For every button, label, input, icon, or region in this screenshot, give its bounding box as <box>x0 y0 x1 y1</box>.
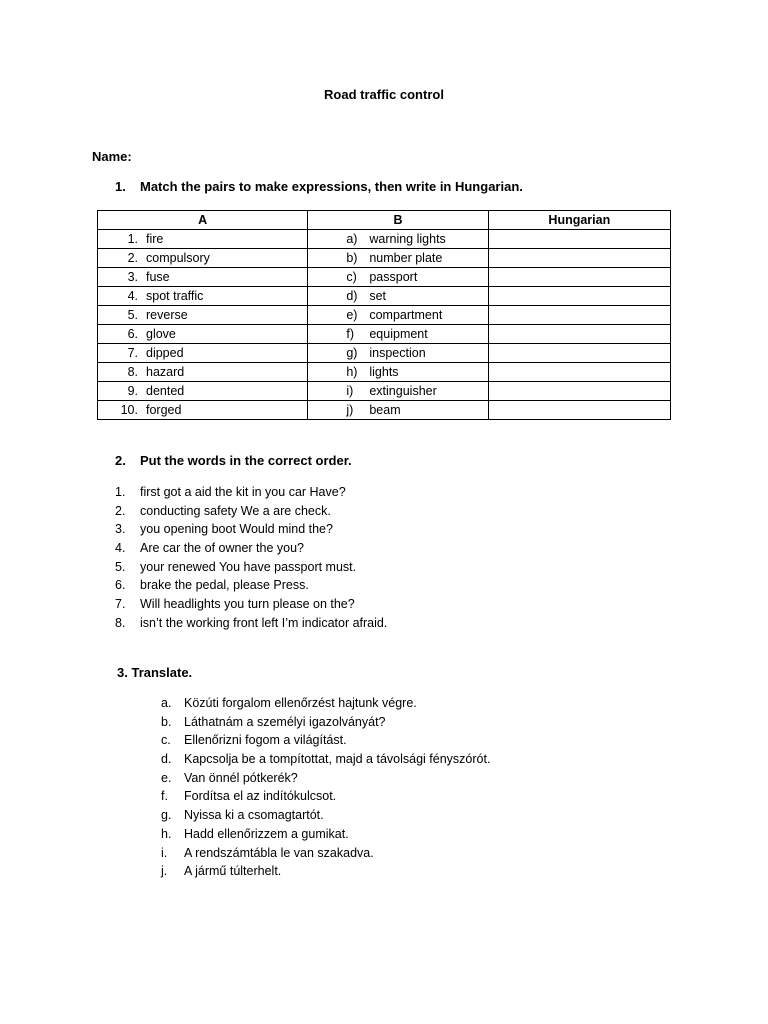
order-item <box>115 539 387 558</box>
cell-a <box>98 287 308 306</box>
cell-a <box>98 249 308 268</box>
translate-item-number: e. <box>161 770 172 785</box>
cell-b <box>308 401 488 420</box>
section-2-heading <box>115 453 352 468</box>
section-3-number: 3. <box>117 665 128 680</box>
table-row <box>98 249 671 268</box>
translate-item-number: b. <box>161 714 172 729</box>
table-row <box>98 268 671 287</box>
order-item-text: Will headlights you turn please on the? <box>140 597 355 612</box>
cell-b <box>308 363 488 382</box>
item-b-text: passport <box>369 269 418 284</box>
order-item-number: 3. <box>115 522 126 537</box>
cell-a <box>98 363 308 382</box>
item-b-text: lights <box>369 364 399 379</box>
order-item-number: 6. <box>115 578 126 593</box>
translate-item-text: Ellenőrizni fogom a világítást. <box>184 733 347 748</box>
order-item-number: 7. <box>115 597 126 612</box>
cell-hungarian[interactable] <box>488 382 670 401</box>
cell-hungarian[interactable] <box>488 249 670 268</box>
item-a-number: 9. <box>127 383 138 398</box>
table-row <box>98 230 671 249</box>
translate-item <box>161 750 490 769</box>
item-b-letter: h) <box>346 364 358 379</box>
cell-a <box>98 306 308 325</box>
order-item <box>115 558 387 577</box>
item-a-text: hazard <box>146 364 185 379</box>
item-a-text: dipped <box>146 345 184 360</box>
item-a-text: spot traffic <box>146 288 204 303</box>
order-item-number: 4. <box>115 541 126 556</box>
translate-item-text: Fordítsa el az indítókulcsot. <box>184 789 337 804</box>
order-item-text: Are car the of owner the you? <box>140 541 304 556</box>
translate-item <box>161 806 490 825</box>
translate-item-text: Van önnél pótkerék? <box>184 770 298 785</box>
table-row <box>98 344 671 363</box>
order-item-text: conducting safety We a are check. <box>140 503 331 518</box>
item-a-text: forged <box>146 402 182 417</box>
translate-item-text: Kapcsolja be a tompítottat, majd a távolsági fényszórót. <box>184 752 491 767</box>
cell-hungarian[interactable] <box>488 363 670 382</box>
table-row <box>98 287 671 306</box>
translate-item-text: A jármű túlterhelt. <box>184 864 282 879</box>
order-item <box>115 502 387 521</box>
item-b-text: warning lights <box>369 231 446 246</box>
order-item-number: 1. <box>115 485 126 499</box>
item-a-text: compulsory <box>146 250 210 265</box>
section-1-number: 1. <box>115 179 126 194</box>
translate-item <box>161 694 490 713</box>
order-item-text: first got a aid the kit in you car Have? <box>140 485 346 499</box>
cell-b <box>308 382 488 401</box>
cell-a <box>98 230 308 249</box>
item-b-text: compartment <box>369 307 443 322</box>
item-a-number: 10. <box>120 402 138 417</box>
table-row <box>98 363 671 382</box>
order-item <box>115 595 387 614</box>
cell-a <box>98 344 308 363</box>
order-item-text: you opening boot Would mind the? <box>140 522 333 537</box>
order-item-text: brake the pedal, please Press. <box>140 578 309 593</box>
section-3-heading-text: Translate. <box>131 665 193 680</box>
item-b-text: number plate <box>369 250 443 265</box>
translate-list <box>161 694 490 881</box>
cell-hungarian[interactable] <box>488 401 670 420</box>
item-b-letter: g) <box>346 345 358 360</box>
item-b-text: equipment <box>369 326 428 341</box>
translate-item-number: a. <box>161 696 172 710</box>
section-1-heading-text: Match the pairs to make expressions, then write in Hungarian. <box>140 179 523 194</box>
order-item-number: 2. <box>115 503 126 518</box>
order-item <box>115 483 387 502</box>
item-b-letter: f) <box>346 326 354 341</box>
item-a-number: 7. <box>127 345 138 360</box>
item-a-number: 6. <box>127 326 138 341</box>
table-header-row <box>98 211 671 230</box>
translate-item-number: g. <box>161 808 172 823</box>
cell-b <box>308 230 488 249</box>
translate-item <box>161 825 490 844</box>
cell-a <box>98 268 308 287</box>
item-b-letter: e) <box>346 307 358 322</box>
header-a: A <box>98 211 308 230</box>
item-b-text: set <box>369 288 387 303</box>
cell-hungarian[interactable] <box>488 344 670 363</box>
translate-item-number: h. <box>161 826 172 841</box>
item-a-text: fuse <box>146 269 170 284</box>
item-b-letter: a) <box>346 231 358 246</box>
translate-item-number: f. <box>161 789 168 804</box>
translate-item <box>161 769 490 788</box>
item-b-letter: i) <box>346 383 354 398</box>
item-a-text: fire <box>146 231 164 246</box>
order-item-text: your renewed You have passport must. <box>140 559 357 574</box>
section-2-heading-text: Put the words in the correct order. <box>140 453 352 468</box>
order-item-number: 5. <box>115 559 126 574</box>
cell-b <box>308 268 488 287</box>
translate-item-text: Közúti forgalom ellenőrzést hajtunk végre. <box>184 696 417 710</box>
cell-b <box>308 344 488 363</box>
translate-item-text: Nyissa ki a csomagtartót. <box>184 808 324 823</box>
translate-item <box>161 713 490 732</box>
cell-a <box>98 325 308 344</box>
translate-item-text: A rendszámtábla le van szakadva. <box>184 845 374 860</box>
cell-hungarian[interactable] <box>488 230 670 249</box>
translate-item <box>161 787 490 806</box>
translate-item-text: Hadd ellenőrizzem a gumikat. <box>184 826 349 841</box>
translate-item-number: d. <box>161 752 172 767</box>
cell-hungarian[interactable] <box>488 325 670 344</box>
translate-item <box>161 731 490 750</box>
item-a-number: 1. <box>127 231 138 246</box>
cell-a <box>98 382 308 401</box>
item-b-text: inspection <box>369 345 426 360</box>
translate-item-number: c. <box>161 733 171 748</box>
order-item <box>115 520 387 539</box>
item-b-letter: b) <box>346 250 358 265</box>
translate-item <box>161 844 490 863</box>
order-item-number: 8. <box>115 615 126 630</box>
item-a-number: 3. <box>127 269 138 284</box>
cell-hungarian[interactable] <box>488 306 670 325</box>
item-a-number: 8. <box>127 364 138 379</box>
item-b-letter: j) <box>346 402 354 417</box>
section-2-number: 2. <box>115 453 126 468</box>
cell-b <box>308 249 488 268</box>
cell-b <box>308 325 488 344</box>
translate-item-number: i. <box>161 845 168 860</box>
section-3-heading <box>117 665 192 680</box>
item-a-text: glove <box>146 326 176 341</box>
table-row <box>98 401 671 420</box>
item-b-letter: c) <box>346 269 357 284</box>
translate-item <box>161 862 490 881</box>
table-row <box>98 382 671 401</box>
cell-b <box>308 306 488 325</box>
item-a-number: 4. <box>127 288 138 303</box>
item-a-number: 2. <box>127 250 138 265</box>
name-label: Name: <box>92 149 132 164</box>
item-b-letter: d) <box>346 288 358 303</box>
page-title: Road traffic control <box>324 87 444 102</box>
item-b-text: extinguisher <box>369 383 437 398</box>
translate-item-number: j. <box>161 864 168 879</box>
table-row <box>98 325 671 344</box>
order-item <box>115 576 387 595</box>
item-a-text: reverse <box>146 307 188 322</box>
item-a-text: dented <box>146 383 185 398</box>
table-row <box>98 306 671 325</box>
item-a-number: 5. <box>127 307 138 322</box>
cell-b <box>308 287 488 306</box>
order-item <box>115 614 387 633</box>
matching-table <box>97 210 671 420</box>
cell-hungarian[interactable] <box>488 287 670 306</box>
order-item-text: isn’t the working front left I’m indicator afraid. <box>140 615 388 630</box>
cell-hungarian[interactable] <box>488 268 670 287</box>
cell-a <box>98 401 308 420</box>
item-b-text: beam <box>369 402 401 417</box>
header-hungarian: Hungarian <box>488 211 670 230</box>
section-1-heading <box>115 179 523 194</box>
header-b: B <box>308 211 488 230</box>
translate-item-text: Láthatnám a személyi igazolványát? <box>184 714 386 729</box>
word-order-list <box>115 483 387 633</box>
